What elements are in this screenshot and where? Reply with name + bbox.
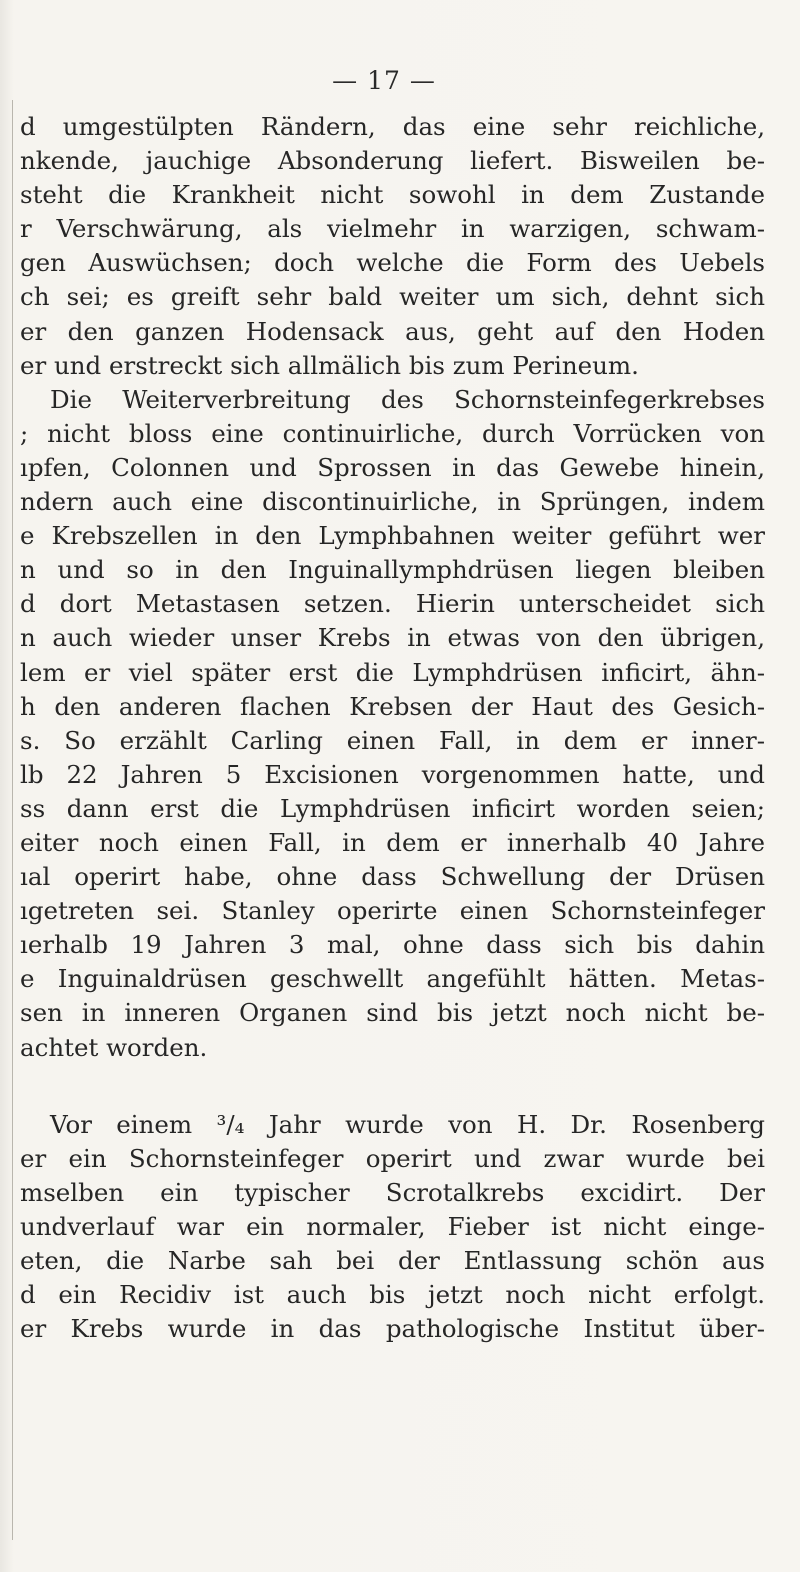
text-line: ; nicht bloss eine continuirliche, durch Vorrücken von (20, 418, 765, 448)
text-line: er und erstreckt sich allmälich bis zum Perineum. (20, 350, 639, 380)
paragraph-2 (20, 383, 765, 1065)
text-line: achtet worden. (20, 1032, 208, 1062)
page-gutter-edge (12, 100, 13, 1540)
text-line: nkende, jauchige Absonderung liefert. Bisweilen be- (20, 146, 765, 176)
text-line: Vor einem ³/₄ Jahr wurde von H. Dr. Rosenberg (50, 1109, 765, 1139)
text-line: sen in inneren Organen sind bis jetzt noch nicht be- (20, 998, 765, 1028)
text-line: er den ganzen Hodensack aus, geht auf den Hoden (20, 316, 765, 346)
text-line: d dort Metastasen setzen. Hierin unterscheidet sich (20, 589, 765, 619)
text-line: s. So erzählt Carling einen Fall, in dem er inner- (20, 725, 765, 755)
text-line: n auch wieder unser Krebs in etwas von den übrigen, (20, 623, 765, 653)
text-line: ıpfen, Colonnen und Sprossen in das Gewebe hinein, (20, 452, 765, 482)
text-line: lb 22 Jahren 5 Excisionen vorgenommen hatte, und (20, 759, 765, 789)
text-line: eten, die Narbe sah bei der Entlassung schön aus (20, 1246, 765, 1275)
text-line: ndern auch eine discontinuirliche, in Sprüngen, indem (20, 487, 765, 517)
text-line: mselben ein typischer Scrotalkrebs excidirt. Der (20, 1177, 765, 1207)
text-line: h den anderen flachen Krebsen der Haut des Gesich- (20, 691, 765, 721)
text-line: d ein Recidiv ist auch bis jetzt noch nicht erfolgt. (20, 1280, 765, 1310)
text-line: lem er viel später erst die Lymphdrüsen inficirt, ähn- (20, 657, 765, 687)
text-line: ss dann erst die Lymphdrüsen inficirt worden seien; (20, 793, 765, 823)
text-line: e Inguinaldrüsen geschwellt angefühlt hätten. Metas- (20, 964, 765, 994)
text-line: e Krebszellen in den Lymphbahnen weiter geführt wer (20, 521, 765, 551)
page-number: — 17 — (332, 66, 436, 95)
text-line: n und so in den Inguinallymphdrüsen liegen bleiben (20, 555, 765, 585)
body-text (20, 110, 765, 1346)
text-line: ıgetreten sei. Stanley operirte einen Schornsteinfeger (20, 896, 765, 926)
text-line: er Krebs wurde in das pathologische Institut über- (20, 1314, 765, 1344)
text-line: steht die Krankheit nicht sowohl in dem Zustande (20, 180, 765, 210)
paragraph-gap (20, 1065, 765, 1108)
text-line: ıal operirt habe, ohne dass Schwellung der Drüsen (20, 862, 765, 892)
paragraph-1 (20, 110, 765, 383)
text-line: er ein Schornsteinfeger operirt und zwar wurde bei (20, 1143, 765, 1173)
text-line: r Verschwärung, als vielmehr in warzigen, schwam- (20, 214, 765, 244)
paragraph-3 (20, 1108, 765, 1347)
text-line: ıerhalb 19 Jahren 3 mal, ohne dass sich bis dahin (20, 930, 765, 960)
text-line: eiter noch einen Fall, in dem er innerhalb 40 Jahre (20, 827, 765, 857)
text-line: d umgestülpten Rändern, das eine sehr reichliche, (20, 112, 765, 141)
text-line: ch sei; es greift sehr bald weiter um sich, dehnt sich (20, 282, 765, 312)
text-line: Die Weiterverbreitung des Schornsteinfegerkrebses (50, 384, 765, 414)
text-line: gen Auswüchsen; doch welche die Form des Uebels (20, 248, 765, 278)
text-line: undverlauf war ein normaler, Fieber ist nicht einge- (20, 1211, 765, 1241)
